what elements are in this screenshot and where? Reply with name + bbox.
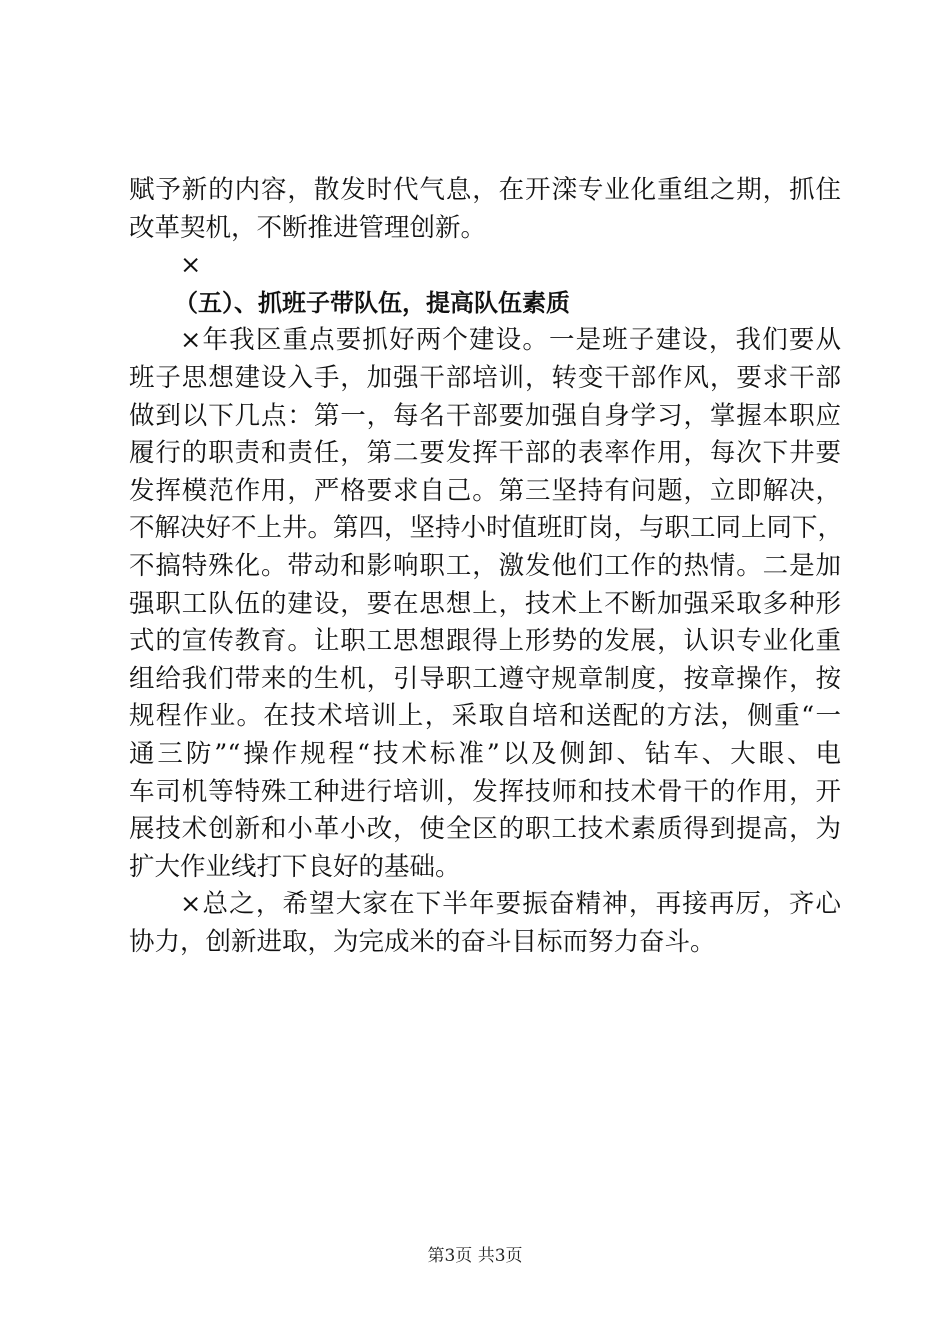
text-line: 不搞特殊化。带动和影响职工，激发他们工作的热情。二是加 <box>129 550 841 581</box>
section-heading: （五）、抓班子带队伍，提高队伍素质 <box>174 288 570 317</box>
text-line: 发挥模范作用，严格要求自己。第三坚持有问题，立即解决， <box>129 475 841 506</box>
text-line: ×年我区重点要抓好两个建设。一是班子建设，我们要从 <box>180 325 841 356</box>
text-line: 组给我们带来的生机，引导职工遵守规章制度，按章操作，按 <box>129 663 841 694</box>
text-line: 车司机等特殊工种进行培训，发挥技师和技术骨干的作用，开 <box>129 776 841 807</box>
text-line: 履行的职责和责任，第二要发挥干部的表率作用，每次下井要 <box>129 438 841 469</box>
text-line: 班子思想建设入手，加强干部培训，转变干部作风，要求干部 <box>129 362 841 393</box>
text-line: 通三防”“操作规程“技术标准”以及侧卸、钻车、大眼、电 <box>129 738 841 769</box>
text-line: 不解决好不上井。第四，坚持小时值班盯岗，与职工同上同下， <box>129 513 844 544</box>
text-line: 规程作业。在技术培训上，采取自培和送配的方法，侧重“一 <box>129 701 841 732</box>
text-line: ×总之，希望大家在下半年要振奋精神，再接再厉，齐心 <box>180 889 841 920</box>
page-footer: 第3页 共3页 <box>427 1246 523 1266</box>
body-text <box>129 172 844 961</box>
text-line: × <box>180 250 202 281</box>
text-line: 展技术创新和小革小改，使全区的职工技术素质得到提高，为 <box>129 814 841 845</box>
text-line: 做到以下几点：第一，每名干部要加强自身学习，掌握本职应 <box>129 400 841 431</box>
text-line: 式的宣传教育。让职工思想跟得上形势的发展，认识专业化重 <box>129 626 841 657</box>
text-line: 赋予新的内容，散发时代气息，在开滦专业化重组之期，抓住 <box>129 175 841 205</box>
text-line: 强职工队伍的建设，要在思想上，技术上不断加强采取多种形 <box>129 588 841 619</box>
text-line: 协力，创新进取，为完成米的奋斗目标而努力奋斗。 <box>129 926 716 957</box>
text-line: 改革契机，不断推进管理创新。 <box>129 212 487 243</box>
text-line: 扩大作业线打下良好的基础。 <box>129 851 461 882</box>
